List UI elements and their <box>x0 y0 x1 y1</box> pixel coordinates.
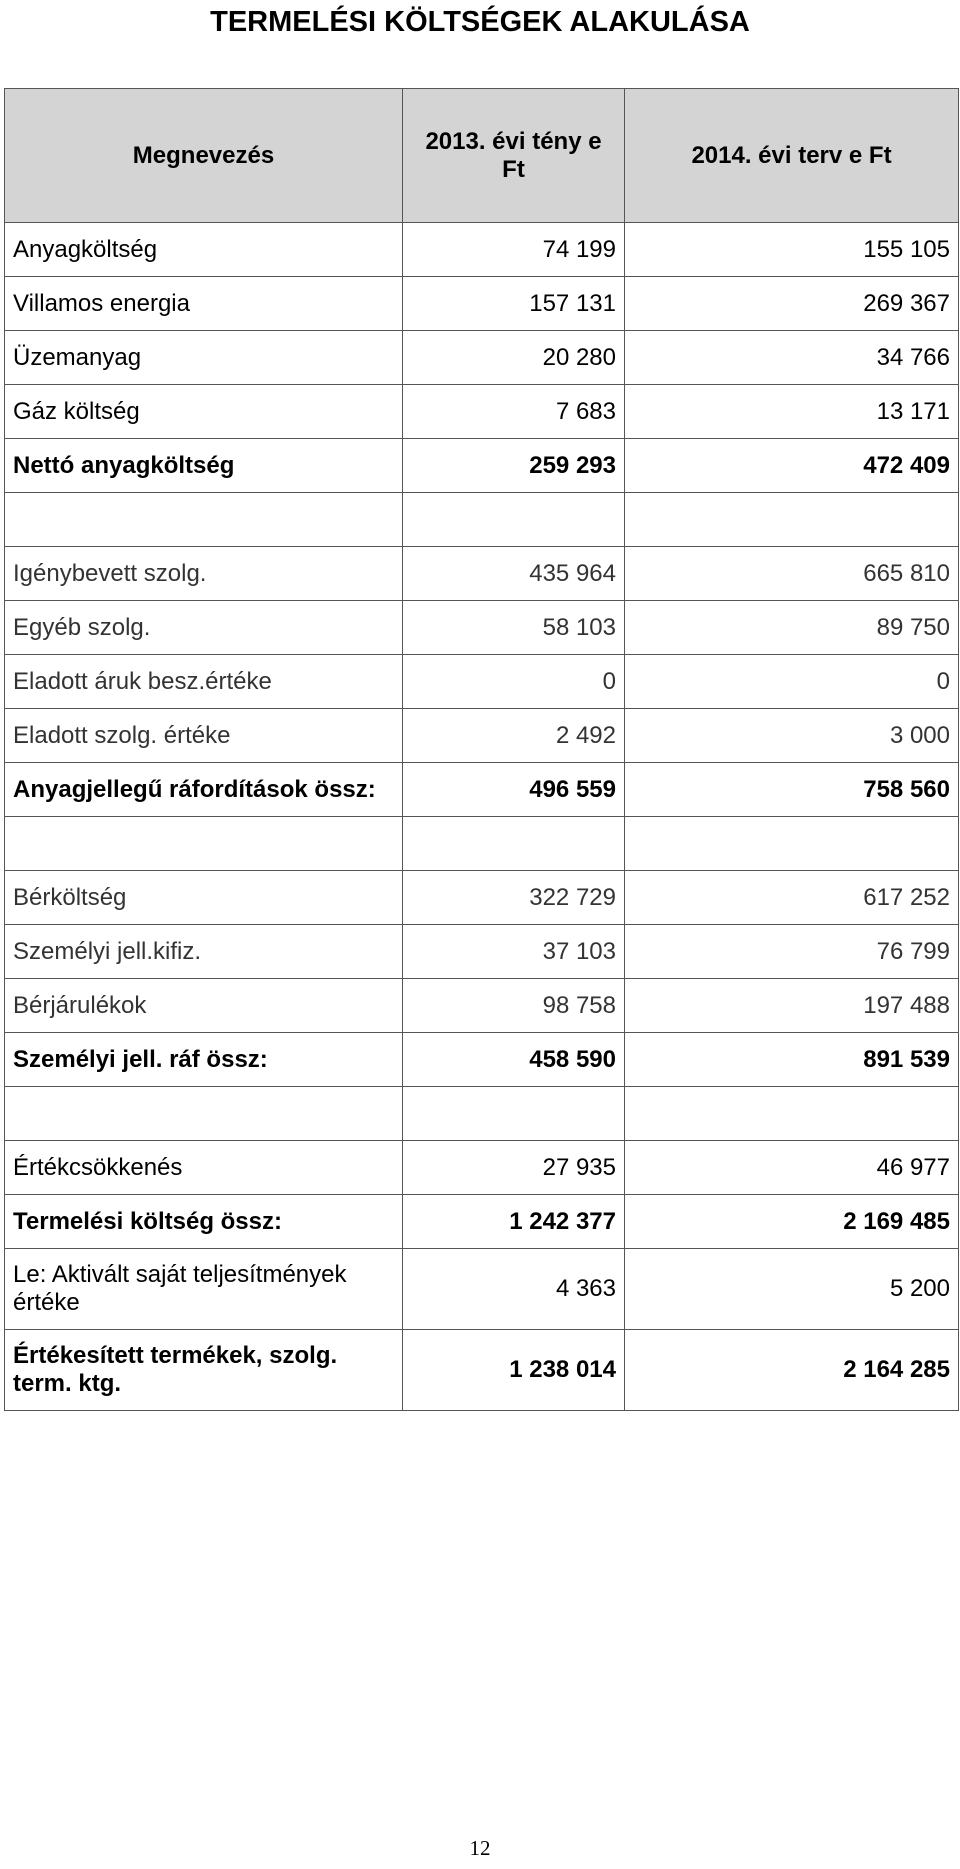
spacer-cell <box>5 1087 403 1141</box>
value-2014: 617 252 <box>625 871 959 925</box>
value-2013: 496 559 <box>403 763 625 817</box>
spacer-row <box>5 493 959 547</box>
row-label: Termelési költség össz: <box>5 1195 403 1249</box>
value-2014: 5 200 <box>625 1249 959 1330</box>
value-2014: 34 766 <box>625 331 959 385</box>
spacer-cell <box>625 817 959 871</box>
header-name: Megnevezés <box>5 89 403 223</box>
value-2013: 458 590 <box>403 1033 625 1087</box>
row-label: Villamos energia <box>5 277 403 331</box>
value-2013: 322 729 <box>403 871 625 925</box>
value-2014: 46 977 <box>625 1141 959 1195</box>
value-2014: 3 000 <box>625 709 959 763</box>
table-row <box>5 601 959 655</box>
value-2013: 37 103 <box>403 925 625 979</box>
value-2014: 665 810 <box>625 547 959 601</box>
table-row <box>5 709 959 763</box>
value-2014: 2 169 485 <box>625 1195 959 1249</box>
row-label: Üzemanyag <box>5 331 403 385</box>
row-label: Anyagköltség <box>5 223 403 277</box>
row-label: Bérköltség <box>5 871 403 925</box>
value-2013: 1 238 014 <box>403 1330 625 1411</box>
value-2013: 74 199 <box>403 223 625 277</box>
value-2013: 7 683 <box>403 385 625 439</box>
row-label: Igénybevett szolg. <box>5 547 403 601</box>
table-row-subtotal <box>5 439 959 493</box>
table-row <box>5 1141 959 1195</box>
table-row <box>5 385 959 439</box>
value-2014: 89 750 <box>625 601 959 655</box>
value-2013: 58 103 <box>403 601 625 655</box>
header-2013-actual: 2013. évi tény e Ft <box>403 89 625 223</box>
table-row <box>5 655 959 709</box>
row-label: Értékcsökkenés <box>5 1141 403 1195</box>
value-2013: 0 <box>403 655 625 709</box>
table-row <box>5 277 959 331</box>
production-cost-table <box>4 88 959 1411</box>
value-2014: 155 105 <box>625 223 959 277</box>
header-2014-plan: 2014. évi terv e Ft <box>625 89 959 223</box>
table-row <box>5 925 959 979</box>
spacer-cell <box>5 493 403 547</box>
table-row <box>5 979 959 1033</box>
page-title: TERMELÉSI KÖLTSÉGEK ALAKULÁSA <box>210 6 750 38</box>
value-2014: 197 488 <box>625 979 959 1033</box>
row-label: Eladott áruk besz.értéke <box>5 655 403 709</box>
table-row-subtotal <box>5 1033 959 1087</box>
spacer-cell <box>403 493 625 547</box>
row-label: Egyéb szolg. <box>5 601 403 655</box>
table-row <box>5 547 959 601</box>
page-number: 12 <box>469 1836 491 1860</box>
value-2014: 0 <box>625 655 959 709</box>
value-2013: 20 280 <box>403 331 625 385</box>
value-2014: 758 560 <box>625 763 959 817</box>
table-row <box>5 1249 959 1330</box>
value-2014: 269 367 <box>625 277 959 331</box>
value-2013: 98 758 <box>403 979 625 1033</box>
value-2013: 4 363 <box>403 1249 625 1330</box>
spacer-cell <box>625 1087 959 1141</box>
table-row-total <box>5 1195 959 1249</box>
row-label: Anyagjellegű ráfordítások össz: <box>5 763 403 817</box>
spacer-cell <box>403 817 625 871</box>
value-2013: 157 131 <box>403 277 625 331</box>
table-row <box>5 331 959 385</box>
value-2013: 27 935 <box>403 1141 625 1195</box>
value-2014: 472 409 <box>625 439 959 493</box>
table-row <box>5 223 959 277</box>
row-label: Le: Aktivált saját teljesítmények értéke <box>5 1249 403 1330</box>
value-2013: 259 293 <box>403 439 625 493</box>
value-2013: 435 964 <box>403 547 625 601</box>
value-2013: 1 242 377 <box>403 1195 625 1249</box>
table-row-total <box>5 1330 959 1411</box>
spacer-cell <box>5 817 403 871</box>
spacer-cell <box>403 1087 625 1141</box>
row-label: Eladott szolg. értéke <box>5 709 403 763</box>
table-header-row <box>5 89 959 223</box>
row-label: Gáz költség <box>5 385 403 439</box>
spacer-row <box>5 817 959 871</box>
row-label: Értékesített termékek, szolg. term. ktg. <box>5 1330 403 1411</box>
table-row <box>5 871 959 925</box>
row-label: Személyi jell. ráf össz: <box>5 1033 403 1087</box>
spacer-row <box>5 1087 959 1141</box>
value-2014: 2 164 285 <box>625 1330 959 1411</box>
value-2014: 891 539 <box>625 1033 959 1087</box>
value-2013: 2 492 <box>403 709 625 763</box>
value-2014: 76 799 <box>625 925 959 979</box>
value-2014: 13 171 <box>625 385 959 439</box>
table-row-subtotal <box>5 763 959 817</box>
spacer-cell <box>625 493 959 547</box>
row-label: Személyi jell.kifiz. <box>5 925 403 979</box>
row-label: Bérjárulékok <box>5 979 403 1033</box>
row-label: Nettó anyagköltség <box>5 439 403 493</box>
